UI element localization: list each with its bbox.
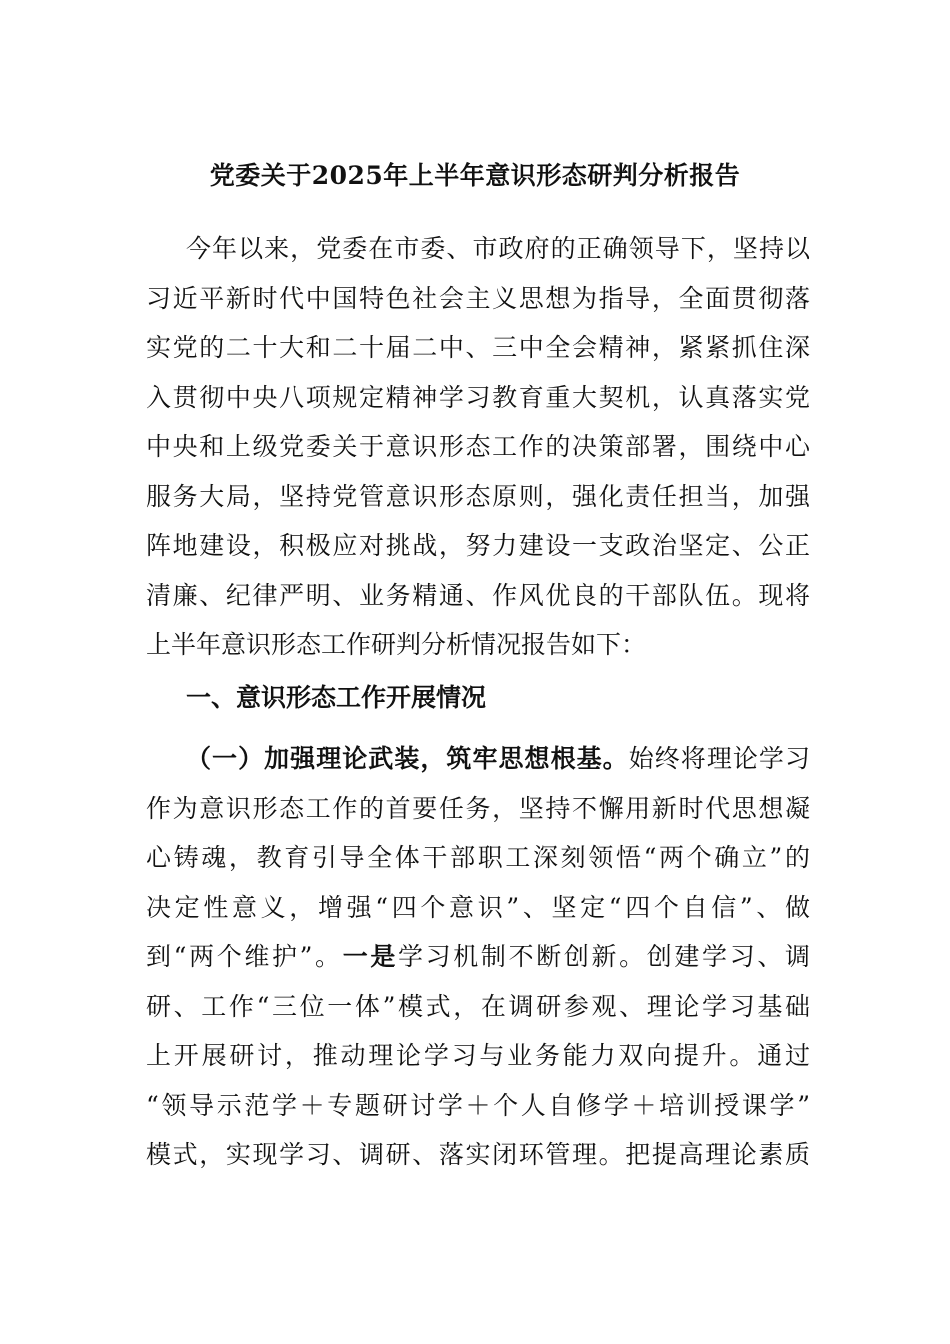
paragraph-line: 研、工作“三位一体”模式，在调研参观、理论学习基础 bbox=[146, 991, 810, 1021]
paragraph-text: 始终将理论学习 bbox=[628, 744, 810, 773]
section-heading: 一、意识形态工作开展情况 bbox=[186, 683, 487, 712]
paragraph-line: 服务大局，坚持党管意识形态原则，强化责任担当，加强 bbox=[146, 481, 810, 511]
paragraph-line: 心铸魂，教育引导全体干部职工深刻领悟“两个确立”的 bbox=[146, 843, 810, 872]
subsection-heading: （一）加强理论武装，筑牢思想根基。 bbox=[186, 744, 629, 773]
paragraph-line: “领导示范学＋专题研讨学＋个人自修学＋培训授课学” bbox=[146, 1090, 810, 1120]
subsection-paragraph bbox=[146, 734, 810, 1180]
intro-paragraph bbox=[146, 224, 810, 670]
paragraph-line: 模式，实现学习、调研、落实闭环管理。把提高理论素质 bbox=[146, 1140, 810, 1169]
paragraph-line: 作为意识形态工作的首要任务，坚持不懈用新时代思想凝 bbox=[146, 793, 810, 823]
paragraph-text: 学习机制不断创新。创建学习、调 bbox=[398, 942, 810, 971]
paragraph-line bbox=[146, 932, 810, 982]
document-title: 党委关于2025年上半年意识形态研判分析报告 bbox=[209, 161, 741, 190]
paragraph-line: 清廉、纪律严明、业务精通、作风优良的干部队伍。现将 bbox=[146, 580, 810, 610]
paragraph-line: 上半年意识形态工作研判分析情况报告如下： bbox=[146, 630, 647, 659]
paragraph-line: 中央和上级党委关于意识形态工作的决策部署，围绕中心 bbox=[146, 432, 810, 461]
paragraph-line: 实党的二十大和二十届二中、三中全会精神，紧紧抓住深 bbox=[146, 333, 810, 362]
bold-ordinal: 一是 bbox=[342, 942, 398, 971]
paragraph-line bbox=[146, 734, 810, 784]
paragraph-line: 习近平新时代中国特色社会主义思想为指导，全面贯彻落 bbox=[146, 283, 810, 313]
paragraph-line: 今年以来，党委在市委、市政府的正确领导下，坚持以 bbox=[186, 234, 810, 263]
paragraph-text: 到“两个维护”。 bbox=[146, 942, 343, 971]
paragraph-line: 决定性意义，增强“四个意识”、坚定“四个自信”、做 bbox=[146, 892, 810, 922]
paragraph-line: 上开展研讨，推动理论学习与业务能力双向提升。通过 bbox=[146, 1041, 810, 1070]
paragraph-line: 入贯彻中央八项规定精神学习教育重大契机，认真落实党 bbox=[146, 382, 810, 412]
paragraph-line: 阵地建设，积极应对挑战，努力建设一支政治坚定、公正 bbox=[146, 531, 810, 560]
